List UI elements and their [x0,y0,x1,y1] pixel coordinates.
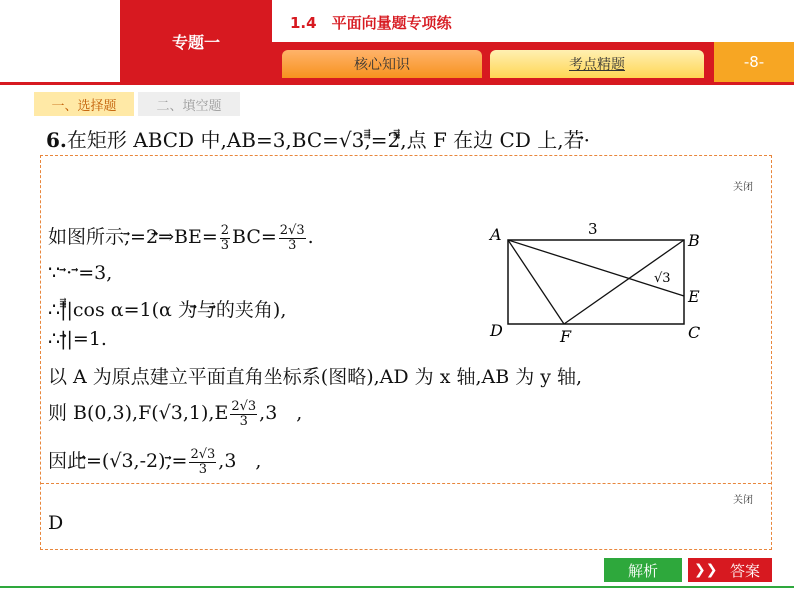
solution-line-5: 以 A 为原点建立平面直角坐标系(图略),AD 为 x 轴,AB 为 y 轴, [48,366,583,388]
s4a: ∴| [48,328,67,350]
analysis-label: 解析 [627,561,658,580]
answer-label: 答案 [729,561,760,580]
tab-core-knowledge[interactable] [282,50,482,78]
solution-line-4 [48,328,107,350]
question-text [46,124,786,153]
s7d: ,3 , [218,450,262,472]
tab-key-questions[interactable] [490,50,704,78]
s1e: . [307,226,314,248]
label-b: B [688,231,700,250]
topic-label: 专题一 [171,32,220,52]
question-part-2: , [364,128,371,152]
s1c: ⇒BE= [158,226,218,248]
segment-ae [508,240,684,296]
s1d: BC= [232,226,277,248]
solution-line-7 [48,446,261,477]
fraction: $\frac{2}{3}$ [220,222,230,253]
tab-core-knowledge-label: 核心知识 [354,57,410,73]
analysis-button[interactable] [604,558,682,582]
answer-close-button[interactable]: 关闭 [733,495,753,506]
s7b: =(√3,-2), [86,450,172,472]
s3b: |cos α=1(α 为 [66,299,197,321]
question-part-1: 在矩形 ABCD 中,AB=3,BC= [66,128,339,152]
footer-divider [0,586,794,588]
label-side-ab: 3 [588,220,598,238]
label-e: E [688,287,700,306]
label-f: F [560,327,572,346]
segment-af [508,240,564,324]
s1b: =2 [130,226,159,248]
solution-line-2 [48,262,112,284]
label-d: D [490,321,503,340]
s3d: 的夹角), [215,299,287,321]
label-side-be: √3 [654,271,671,286]
s6a: 则 B(0,3),F(√3,1),E [48,402,229,424]
double-chevron-right-icon: ❯❯ [694,562,718,578]
s2b: · [66,262,73,284]
s2a: ∵ [48,262,61,284]
solution-close-button[interactable]: 关闭 [733,182,753,193]
answer-divider [41,483,771,484]
s4b: |=1. [66,328,107,350]
s6b: ,3 , [259,402,303,424]
rectangle-figure [484,214,714,349]
s7c: = [171,450,188,472]
page-title: 1.4 平面向量题专项练 [290,14,452,32]
question-sqrt3: √3 [338,128,365,152]
s1a: 如图所示, [48,226,131,248]
question-number: 6. [46,128,67,152]
answer-value: D [48,512,64,534]
header-divider [0,82,794,85]
label-a: A [490,225,502,244]
solution-line-3 [48,295,286,322]
tab-key-questions-label: 考点精题 [569,57,625,73]
s3c: 与 [196,299,216,321]
tab-multiple-choice[interactable]: 一、选择题 [34,92,134,116]
question-part-5: · [583,128,590,152]
question-part-4: ,点 F 在边 CD 上,若 [400,128,584,152]
question-part-3: =2 [370,128,401,152]
tab-fill-blank[interactable]: 二、填空题 [138,92,240,116]
fraction: $\frac{2√3}{3}$ [190,446,216,477]
topic-badge [120,0,272,82]
solution-line-6 [48,398,302,429]
fraction: $\frac{2√3}{3}$ [231,398,257,429]
s2c: =3, [78,262,113,284]
s3a: ∴| [48,299,67,321]
page-number: -8- [714,42,794,82]
fraction: $\frac{2√3}{3}$ [279,222,305,253]
label-c: C [688,323,701,342]
s7a: 因此 [48,450,87,472]
answer-button[interactable] [688,558,772,582]
solution-line-1 [48,222,314,253]
